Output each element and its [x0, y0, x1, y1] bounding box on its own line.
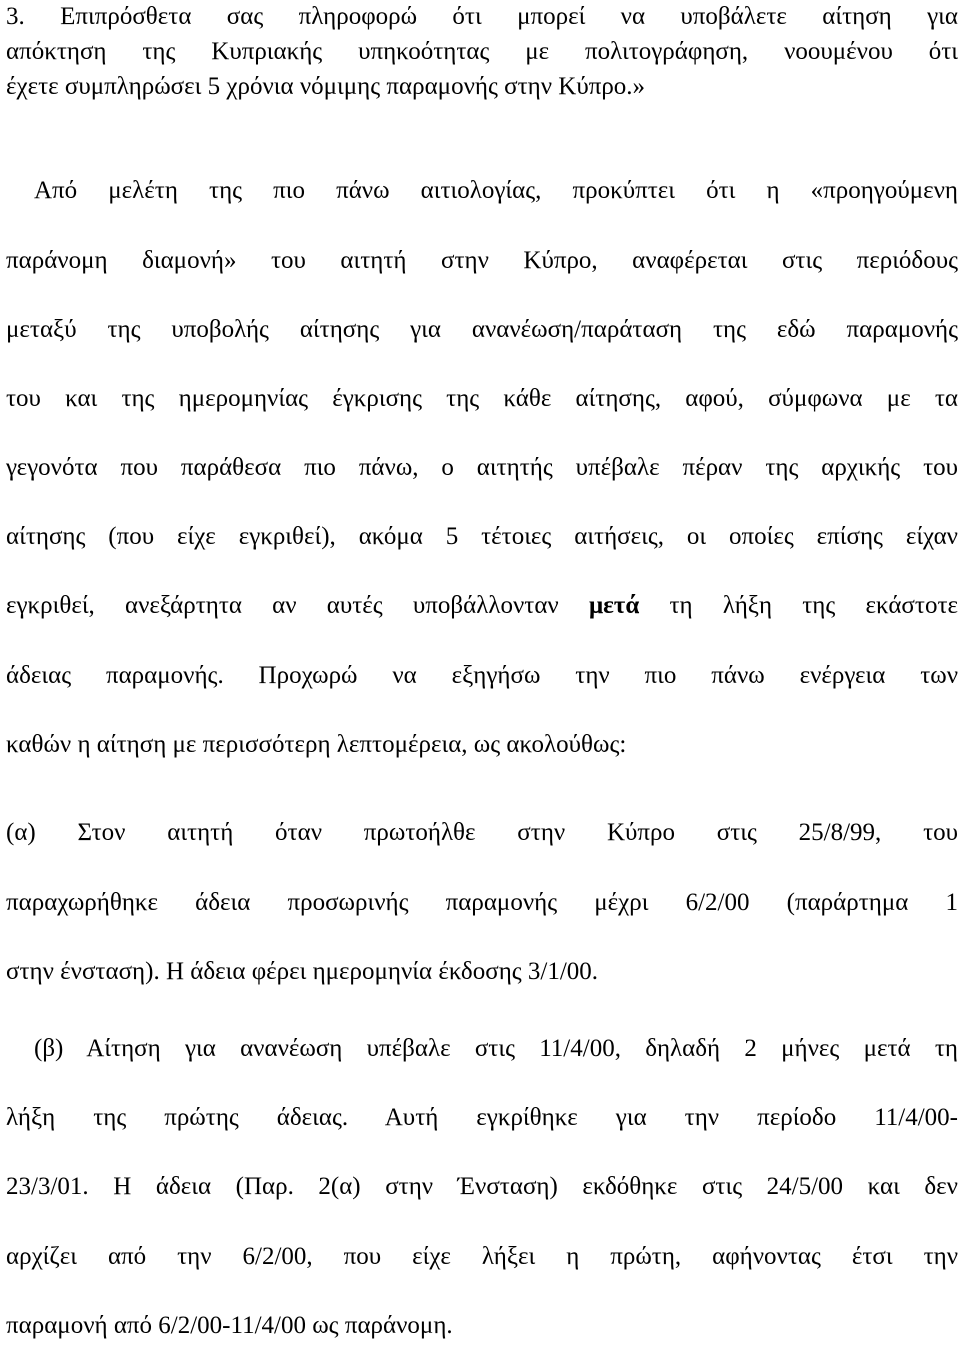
item-a-line-2: παραχωρήθηκε άδεια προσωρινής παραμονής μέχρι 6/2/00 (παράρτημα 1 — [6, 889, 958, 916]
main-line-9: καθών η αίτηση με περισσότερη λεπτομέρεια, ως ακολούθως: — [6, 731, 627, 758]
main-line-3: μεταξύ της υποβολής αίτησης για ανανέωση/παράταση της εδώ παραμονής — [6, 316, 958, 343]
intro-line-1: 3. Επιπρόσθετα σας πληροφορώ ότι μπορεί να υποβάλετε αίτηση για — [6, 3, 958, 30]
item-a-line-3: στην ένσταση). Η άδεια φέρει ημερομηνία έκδοσης 3/1/00. — [6, 958, 599, 985]
item-b-line-3: 23/3/01. Η άδεια (Παρ. 2(α) στην Ένσταση) εκδόθηκε στις 24/5/00 και δεν — [6, 1173, 958, 1200]
item-a-line-1: (α) Στον αιτητή όταν πρωτοήλθε στην Κύπρο στις 25/8/99, του — [6, 819, 958, 846]
item-b-line-4: αρχίζει από την 6/2/00, που είχε λήξει η πρώτη, αφήνοντας έτσι την — [6, 1243, 958, 1270]
item-b-line-1: (β) Αίτηση για ανανέωση υπέβαλε στις 11/4/00, δηλαδή 2 μήνες μετά τη — [34, 1035, 958, 1062]
item-b-line-5: παραμονή από 6/2/00-11/4/00 ως παράνομη. — [6, 1312, 453, 1339]
main-line-2: παράνομη διαμονή» του αιτητή στην Κύπρο, αναφέρεται στις περιόδους — [6, 247, 958, 274]
main-line-1: Από μελέτη της πιο πάνω αιτιολογίας, προκύπτει ότι η «προηγούμενη — [34, 177, 958, 204]
main-line-4: του και της ημερομηνίας έγκρισης της κάθε αίτησης, αφού, σύμφωνα με τα — [6, 385, 958, 412]
main-line-8: άδειας παραμονής. Προχωρώ να εξηγήσω την πιο πάνω ενέργεια των — [6, 662, 958, 689]
main-line-7 — [6, 591, 958, 621]
item-b-line-2: λήξη της πρώτης άδειας. Αυτή εγκρίθηκε για την περίοδο 11/4/00- — [6, 1104, 958, 1131]
main-line-7-start: εγκριθεί, ανεξάρτητα αν αυτές υποβάλλονταν — [6, 592, 559, 619]
main-line-7-end: τη λήξη της εκάστοτε — [669, 592, 959, 619]
intro-line-2: απόκτηση της Κυπριακής υπηκοότητας με πολιτογράφηση, νοουμένου ότι — [6, 38, 958, 65]
main-line-6: αίτησης (που είχε εγκριθεί), ακόμα 5 τέτοιες αιτήσεις, οι οποίες επίσης είχαν — [6, 523, 958, 550]
intro-line-3: έχετε συμπληρώσει 5 χρόνια νόμιμης παραμονής στην Κύπρο.» — [6, 73, 646, 100]
emphasis-word: μετά — [588, 592, 640, 619]
main-line-5: γεγονότα που παράθεσα πιο πάνω, ο αιτητής υπέβαλε πέραν της αρχικής του — [6, 454, 958, 481]
